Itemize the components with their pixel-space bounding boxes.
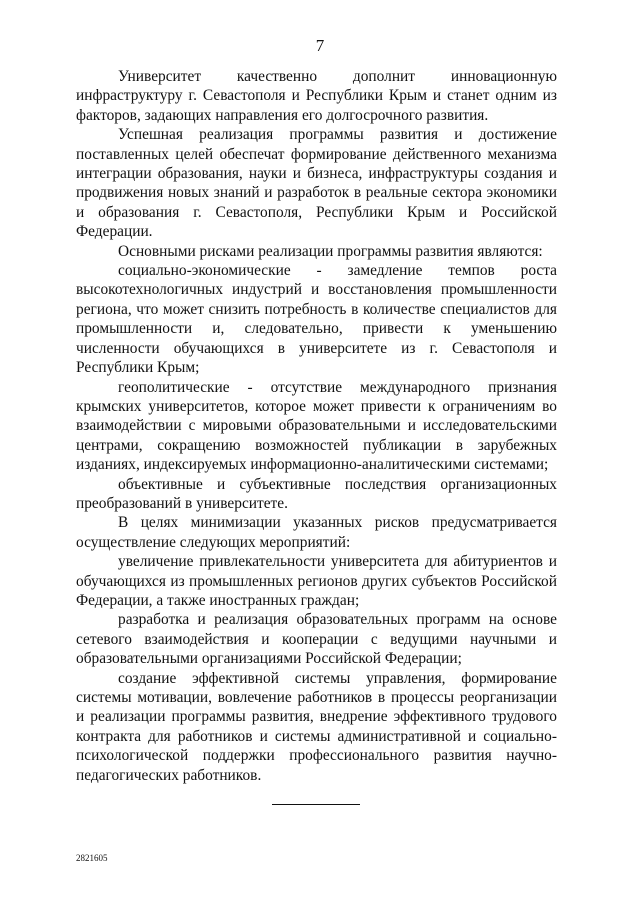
paragraph-organizational-risk: объективные и субъективные последствия организационных преобразований в университете.	[76, 475, 557, 512]
paragraph-measure-attractiveness: увеличение привлекательности университета для абитуриентов и обучающихся из промышленных регионов других субъектов Российской Федерации, а также иностранных граждан;	[76, 553, 557, 609]
paragraph-measure-network-programs: разработка и реализация образовательных программ на основе сетевого взаимодействия и кооперации с ведущими научными и образовательными организациями Российской Федерации;	[76, 611, 557, 668]
paragraph-risks-intro: Основными рисками реализации программы развития являются:	[118, 242, 543, 260]
paragraph-program-success: Успешная реализация программы развития и достижение поставленных целей обеспечат формирование действенного механизма интеграции образования, науки и бизнеса, инфраструктуры создания и продвижения новых знаний и разработок в реальные сектора экономики и образования г. Севастополя, Республики Крым и Российской Федерации.	[76, 126, 557, 241]
page-number: 7	[315, 36, 325, 55]
document-code: 2821605	[76, 853, 108, 863]
paragraph-geopolitical-risk: геополитические - отсутствие международного признания крымских университетов, которое может привести к ограничениям во взаимодействии с мировыми образовательными и исследовательскими центрами, сокращению возможностей публикации в зарубежных изданиях, индексируемых информационно-аналитическими системами;	[76, 378, 557, 474]
paragraph-measure-management: создание эффективной системы управления, формирование системы мотивации, вовлечение работников в процессы реорганизации и реализации программы развития, внедрение эффективного трудового контракта для работников и системы административной и социально-психологической поддержки профессионального развития научно-педагогических работников.	[76, 669, 557, 784]
paragraph-socioeconomic-risk: социально-экономические - замедление темпов роста высокотехнологичных индустрий и восстановления промышленности региона, что может снизить потребность в количестве специалистов для промышленности и, следовательно, привести к уменьшению численности обучающихся в университете из г. Севастополя и Республики Крым;	[76, 262, 557, 377]
end-separator-line	[272, 804, 360, 805]
document-body	[76, 67, 557, 785]
paragraph-measures-intro: В целях минимизации указанных рисков предусматривается осуществление следующих мероприятий:	[76, 514, 557, 551]
paragraph-infrastructure: Университет качественно дополнит инновационную инфраструктуру г. Севастополя и Республики Крым и станет одним из факторов, задающих направления его долгосрочного развития.	[76, 68, 557, 124]
